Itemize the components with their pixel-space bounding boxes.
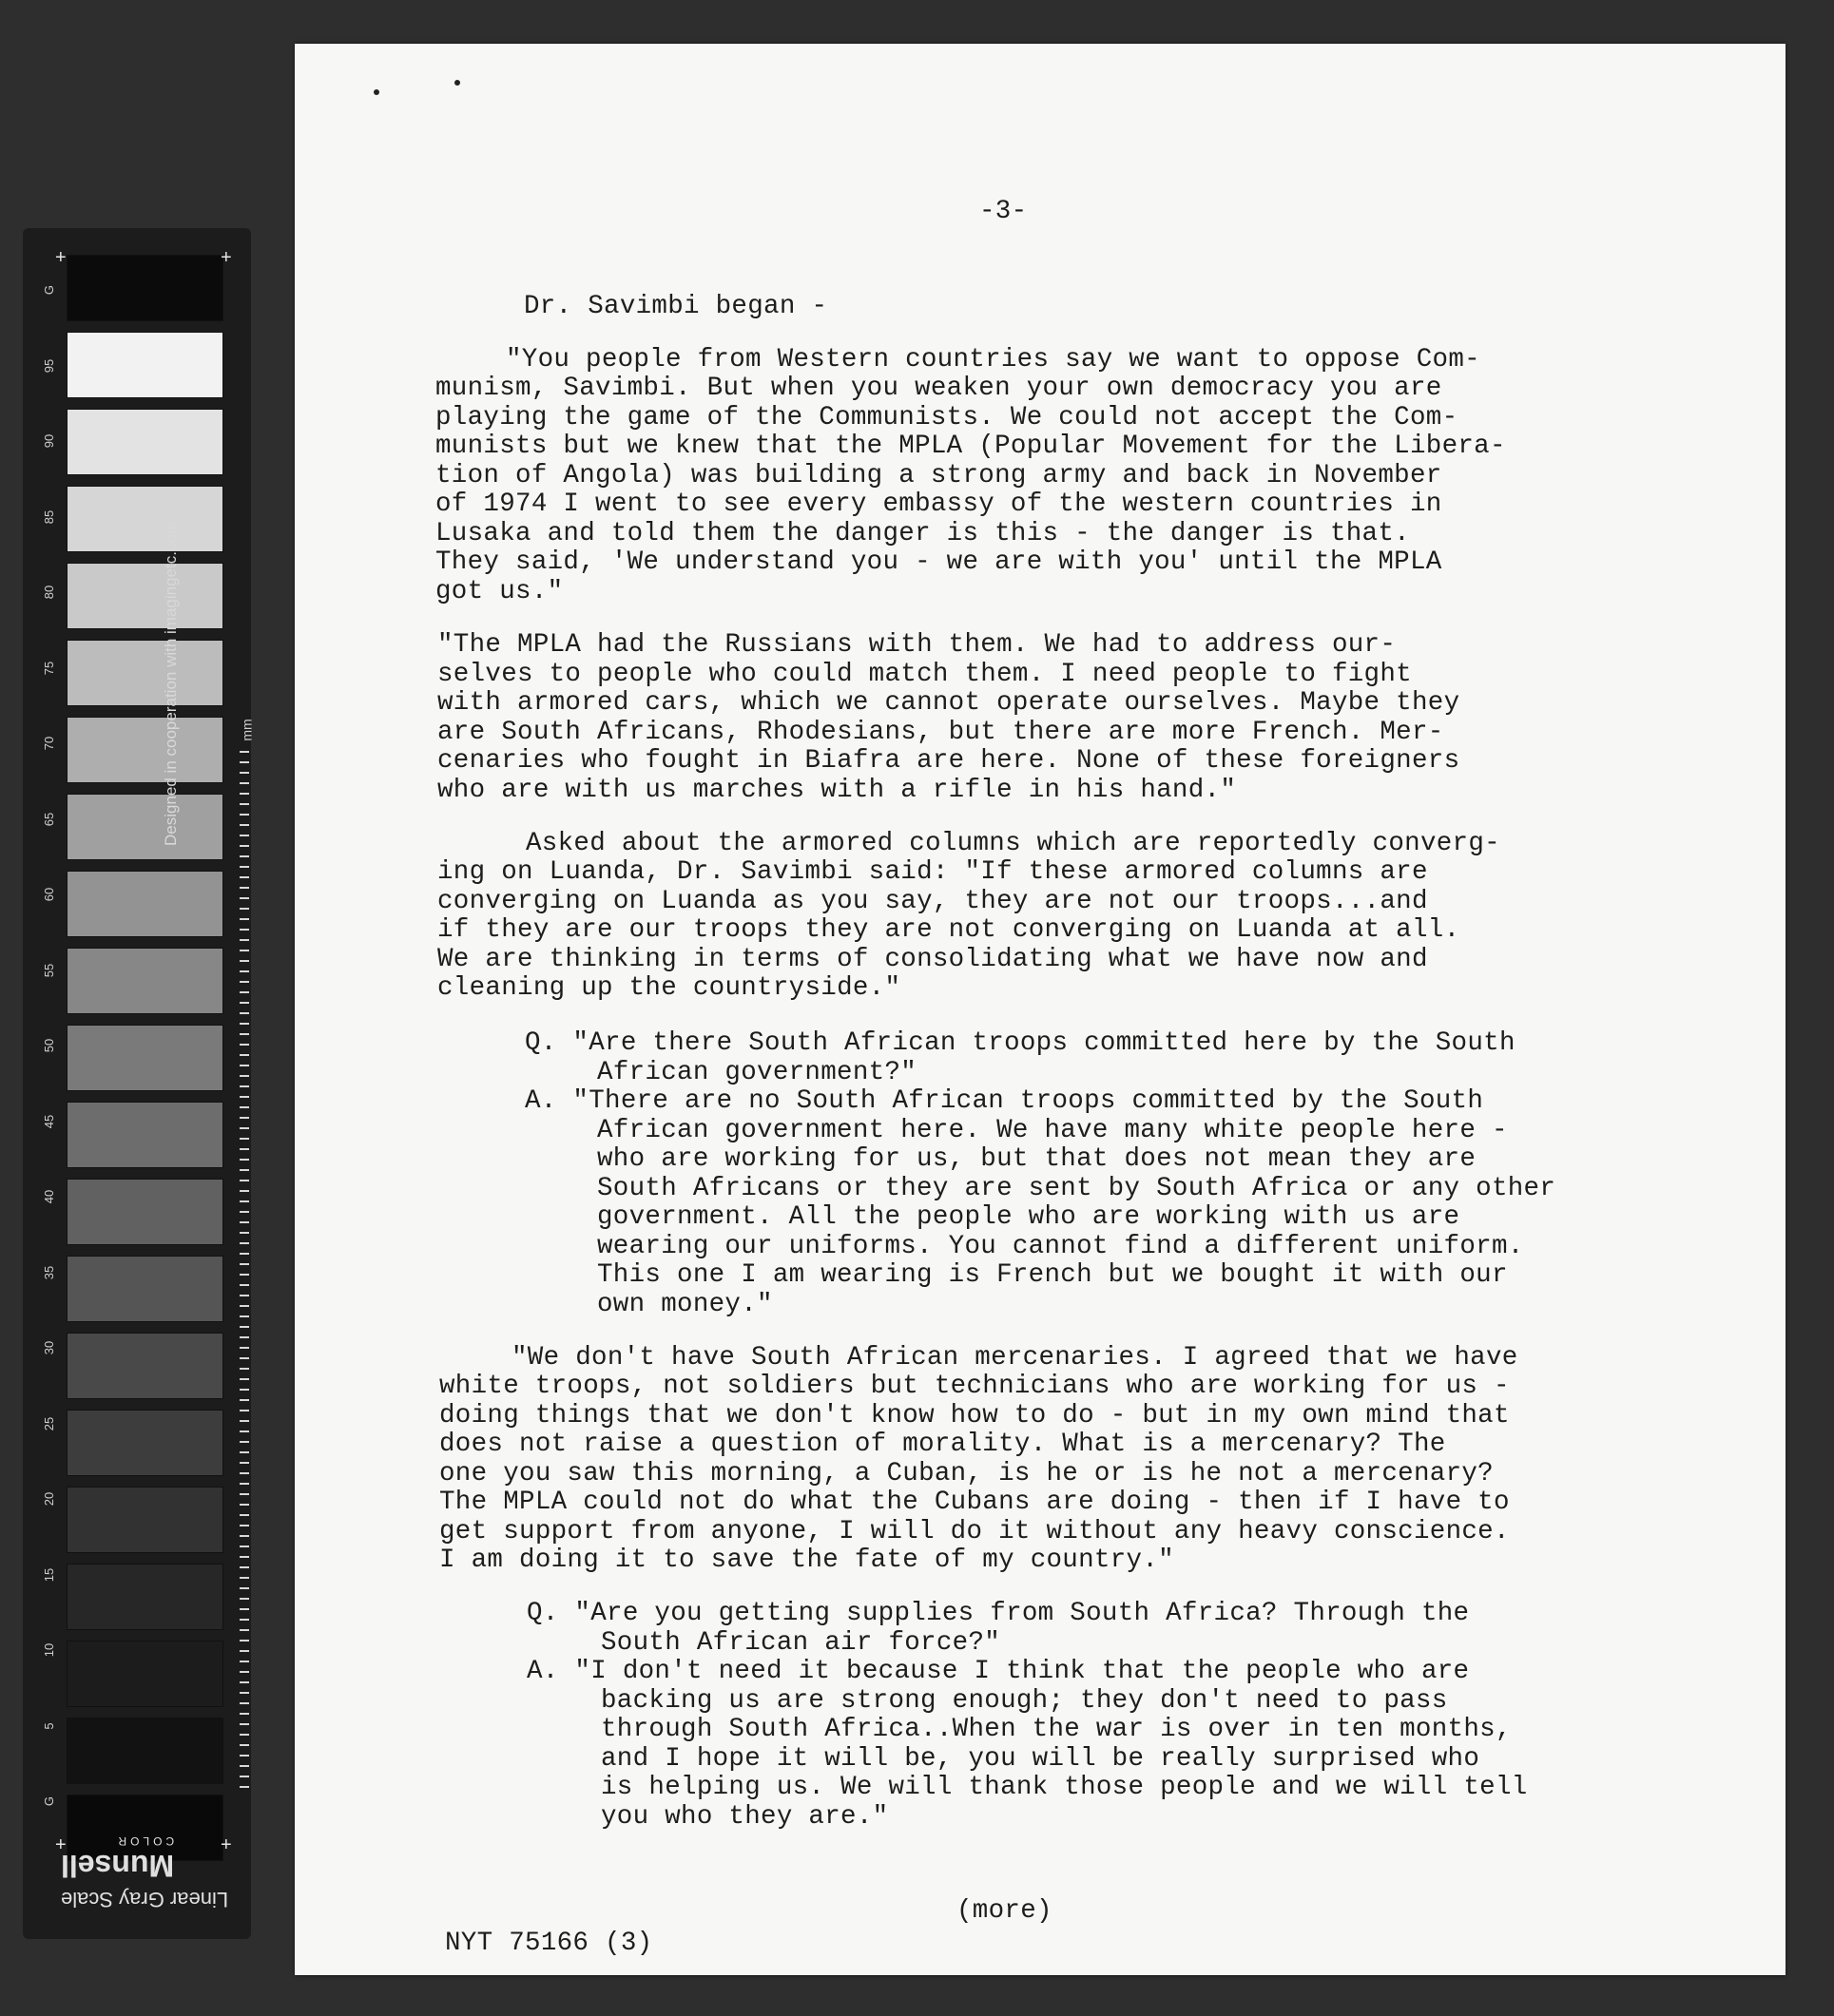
patch-55 <box>67 948 223 1014</box>
text-line: Q. "Are you getting supplies from South Africa? Through the <box>527 1599 1470 1628</box>
text-line: African government here. We have many white people here - <box>597 1116 1508 1145</box>
text-line: Dr. Savimbi began - <box>524 292 828 321</box>
text-line: "We don't have South African mercenaries. I agreed that we have <box>512 1343 1518 1373</box>
patch-label: 20 <box>42 1491 56 1507</box>
patch-label: 5 <box>42 1721 56 1730</box>
text-line: Q. "Are there South African troops committed here by the South <box>525 1028 1515 1058</box>
patch-15 <box>67 1564 223 1630</box>
plus-mark: + <box>221 247 232 268</box>
text-line: wearing our uniforms. You cannot find a different uniform. <box>597 1232 1524 1261</box>
text-line: Lusaka and told them the danger is this - the danger is that. <box>435 519 1410 548</box>
gray-patches <box>67 255 223 1872</box>
patch-label: 30 <box>42 1340 56 1355</box>
text-line: munists but we knew that the MPLA (Popular Movement for the Libera- <box>435 432 1506 461</box>
plus-mark: + <box>55 1834 67 1855</box>
scale-title: Linear Gray Scale <box>61 1888 229 1911</box>
text-line: I am doing it to save the fate of my country." <box>439 1546 1174 1575</box>
text-line: of 1974 I went to see every embassy of the western countries in <box>435 490 1442 519</box>
brand-name: Munsell <box>61 1849 175 1883</box>
text-line: cenaries who fought in Biafra are here. None of these foreigners <box>437 746 1460 776</box>
text-line: government. All the people who are working with us are <box>597 1202 1460 1232</box>
text-line: converging on Luanda as you say, they are not our troops...and <box>437 887 1428 916</box>
patch-label: G <box>42 1795 56 1807</box>
ruler-unit: mm <box>239 719 255 741</box>
typed-page <box>295 44 1786 1975</box>
patch-20 <box>67 1487 223 1553</box>
text-line: playing the game of the Communists. We could not accept the Com- <box>435 403 1458 432</box>
text-line: backing us are strong enough; they don't need to pass <box>601 1686 1448 1716</box>
text-line: if they are our troops they are not converging on Luanda at all. <box>437 915 1460 945</box>
page-number: -3- <box>979 197 1028 226</box>
patch-label: 60 <box>42 887 56 902</box>
text-line: South Africans or they are sent by South Africa or any other <box>597 1174 1556 1203</box>
patch-label: 55 <box>42 963 56 977</box>
patch-label: 65 <box>42 812 56 826</box>
text-line: white troops, not soldiers but technicians who are working for us - <box>439 1372 1510 1401</box>
text-line: Asked about the armored columns which are reportedly converg- <box>526 829 1500 858</box>
text-line: A. "There are no South African troops committed by the South <box>525 1086 1484 1116</box>
text-line: does not raise a question of morality. What is a mercenary? The <box>439 1430 1446 1459</box>
patch-45 <box>67 1102 223 1168</box>
patch-label: 50 <box>42 1038 56 1053</box>
text-line: They said, 'We understand you - we are with you' until the MPLA <box>435 547 1442 577</box>
text-line: tion of Angola) was building a strong army and back in November <box>435 461 1442 490</box>
patch-95 <box>67 332 223 398</box>
text-line: We are thinking in terms of consolidating what we have now and <box>437 945 1428 974</box>
patch-label: 95 <box>42 358 56 373</box>
patch-5 <box>67 1718 223 1784</box>
patch-35 <box>67 1256 223 1322</box>
patch-label: 70 <box>42 736 56 751</box>
patch-60 <box>67 871 223 937</box>
text-line: got us." <box>435 577 564 606</box>
text-line: doing things that we don't know how to do - but in my own mind that <box>439 1401 1510 1430</box>
text-line: selves to people who could match them. I need people to fight <box>437 660 1412 689</box>
patch-label: G <box>42 284 56 296</box>
text-line: "You people from Western countries say we want to oppose Com- <box>506 345 1480 374</box>
patch-65 <box>67 794 223 860</box>
patch-label: 75 <box>42 661 56 675</box>
text-line: A. "I don't need it because I think that the people who are <box>527 1657 1470 1686</box>
text-line: one you saw this morning, a Cuban, is he or is he not a mercenary? <box>439 1459 1494 1488</box>
patch-75 <box>67 640 223 706</box>
speck <box>374 89 379 95</box>
patch-label: 90 <box>42 433 56 449</box>
text-line: munism, Savimbi. But when you weaken your own democracy you are <box>435 374 1442 403</box>
text-line: cleaning up the countryside." <box>437 973 901 1003</box>
text-line: who are working for us, but that does not mean they are <box>597 1144 1477 1174</box>
text-line: is helping us. We will thank those people and we will tell <box>601 1773 1528 1802</box>
text-line: with armored cars, which we cannot operate ourselves. Maybe they <box>437 688 1460 718</box>
patch-label: 10 <box>42 1642 56 1658</box>
patch-90 <box>67 409 223 475</box>
patch-label: 80 <box>42 585 56 600</box>
slug-line: NYT 75166 (3) <box>445 1929 653 1958</box>
patch-label: 45 <box>42 1114 56 1128</box>
text-line: This one I am wearing is French but we bought it with our <box>597 1260 1508 1290</box>
text-line: "The MPLA had the Russians with them. We had to address our- <box>437 630 1397 660</box>
patch-30 <box>67 1333 223 1399</box>
patch-label: 85 <box>42 509 56 524</box>
text-line: South African air force?" <box>601 1628 1001 1658</box>
munsell-logo <box>61 1834 174 1883</box>
mm-ruler <box>240 751 249 1796</box>
patch-40 <box>67 1179 223 1245</box>
text-line: African government?" <box>597 1058 917 1087</box>
text-line: get support from anyone, I will do it without any heavy conscience. <box>439 1517 1510 1546</box>
text-line: and I hope it will be, you will be really surprised who <box>601 1744 1480 1774</box>
patch-85 <box>67 486 223 552</box>
gray-scale-card <box>23 228 255 1939</box>
text-line: ing on Luanda, Dr. Savimbi said: "If these armored columns are <box>437 857 1428 887</box>
text-line: are South Africans, Rhodesians, but there are more French. Mer- <box>437 718 1444 747</box>
text-line: The MPLA could not do what the Cubans are doing - then if I have to <box>439 1488 1510 1517</box>
more-marker: (more) <box>956 1896 1052 1926</box>
patch-label: 35 <box>42 1265 56 1279</box>
patch-label: 15 <box>42 1567 56 1582</box>
text-line: own money." <box>597 1290 773 1319</box>
scale-credit: Designed in cooperation with imagingetc.com <box>162 520 180 846</box>
patch-label: 40 <box>42 1189 56 1204</box>
text-line: who are with us marches with a rifle in his hand." <box>437 776 1237 805</box>
patch-g-top <box>67 255 223 321</box>
speck <box>454 80 460 86</box>
patch-80 <box>67 563 223 629</box>
patch-10 <box>67 1641 223 1707</box>
patch-label: 25 <box>42 1416 56 1430</box>
brand-sub: COLOR <box>114 1834 175 1848</box>
patch-50 <box>67 1025 223 1091</box>
patch-70 <box>67 717 223 783</box>
text-line: through South Africa..When the war is over in ten months, <box>601 1715 1512 1744</box>
text-line: you who they are." <box>601 1802 889 1832</box>
patch-25 <box>67 1410 223 1476</box>
plus-mark: + <box>55 247 67 268</box>
plus-mark: + <box>221 1834 232 1855</box>
